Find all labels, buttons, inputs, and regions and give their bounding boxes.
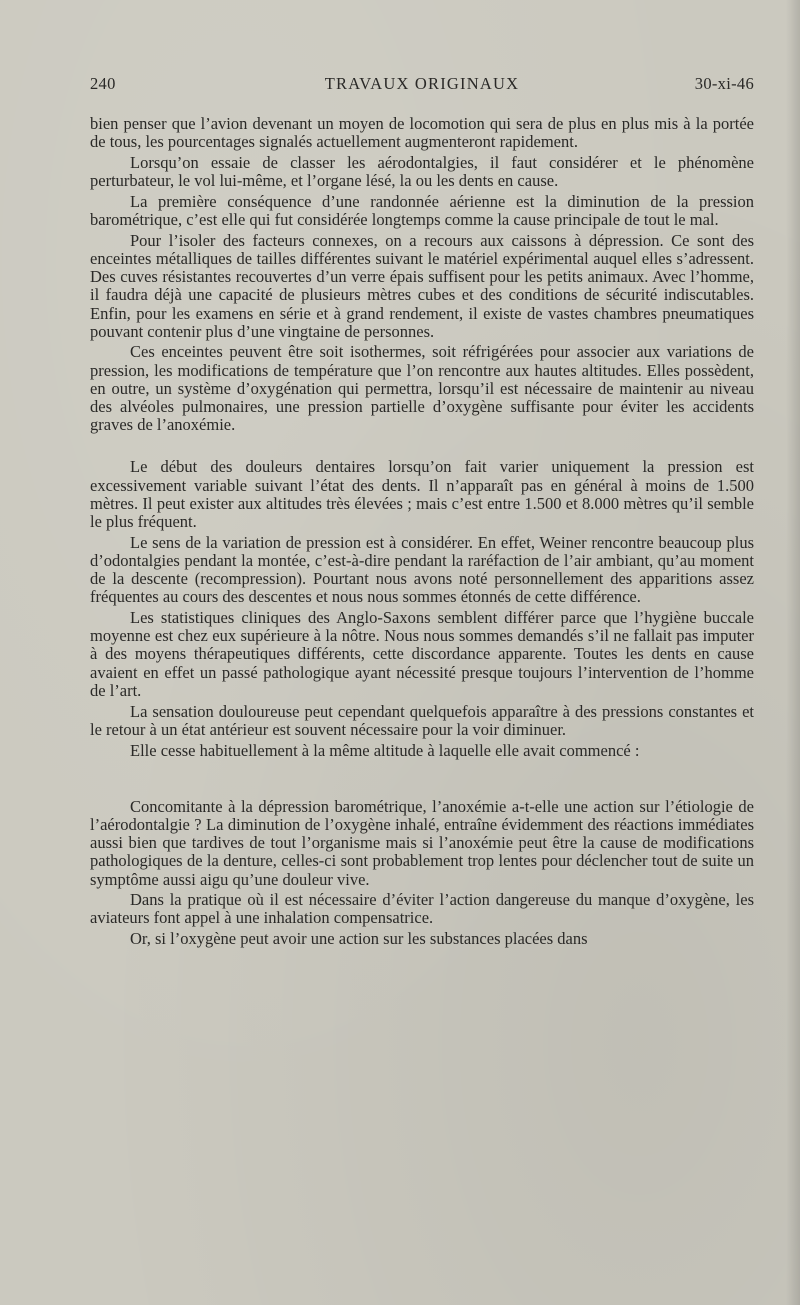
paragraph-constant-pressure: La sensation douloureuse peut cependant quelquefois apparaître à des pressions constantes et le retour à un état antérieur est souvent nécessaire pour la voir diminuer. [90, 701, 754, 739]
paragraph-statistics: Les statistiques cliniques des Anglo-Saxons semblent différer parce que l’hygiène buccale moyenne est chez eux supérieure à la nôtre. Nous nous sommes demandés s’il ne fallait pas imputer à des moyens thérapeutiques différents, cette discordance apparente. Toutes les dents en cause avaient en effet un passé pathologique ayant nécessité presque toujours l’intervention de l’homme de l’art. [90, 608, 754, 700]
paragraph-pressure-drop: La première conséquence d’une randonnée aérienne est la diminution de la pression barométrique, c’est elle qui fut considérée longtemps comme la cause principale de tout le mal. [90, 191, 754, 230]
paragraph-oxygen-practice: Dans la pratique où il est nécessaire d’éviter l’action dangereuse du manque d’oxygène, les aviateurs font appel à une inhalation compensatrice. [90, 890, 754, 928]
paragraph-onset-of-pain: Le début des douleurs dentaires lorsqu’on fait varier uniquement la pression est excessivement variable suivant l’état des dents. Il n’apparaît pas en général à moins de 1.500 mètres. Il peut exister aux altitudes très élevées ; mais c’est entre 1.500 et 8.000 mètres qu’il semble le plus fréquent. [90, 457, 754, 532]
journal-section-title: TRAVAUX ORIGINAUX [324, 74, 520, 93]
issue-date: 30-xi-46 [694, 74, 754, 93]
paragraph-classification: Lorsqu’on essaie de classer les aérodontalgies, il faut considérer et le phénomène perturbateur, le vol lui-même, et l’organe lésé, la ou les dents en cause. [90, 152, 754, 191]
paragraph-anoxemia: Concomitante à la dépression barométrique, l’anoxémie a-t-elle une action sur l’étiologie de l’aérodontalgie ? La diminution de l’oxygène inhalé, entraîne évidemment des réactions immédiates aussi bien que tardives de tout l’organisme mais si l’anoxémie peut être la cause de modifications pathologiques de la denture, celles-ci sont probablement trop lentes pour déclencher tout de suite un symptôme aussi aigu qu’une douleur vive. [90, 796, 754, 889]
paragraph-continuation: bien penser que l’avion devenant un moyen de locomotion qui sera de plus en plus mis à la portée de tous, les pourcentages signalés actuellement augmenteront rapidement. [90, 114, 754, 152]
paragraph-caissons: Pour l’isoler des facteurs connexes, on a recours aux caissons à dépression. Ce sont des enceintes métalliques de tailles différentes suivant le matériel expérimental auquel elles s’adressent. Des cuves résistantes recouvertes d’un verre épais suffisent pour les petits animaux. Avec l’homme, il faudra déjà une capacité de plusieurs mètres cubes et des conditions de sécurité indiscutables. Enfin, pour les examens en série et à grand rendement, il existe de vastes chambres pneumatiques pouvant contenir plus d’une vingtaine de personnes. [90, 230, 754, 341]
page-number: 240 [90, 74, 116, 93]
running-head [90, 74, 754, 96]
article-body [90, 115, 754, 951]
paragraph-cessation: Elle cesse habituellement à la même altitude à laquelle elle avait commencé : [130, 740, 640, 760]
paragraph-oxygen-action: Or, si l’oxygène peut avoir une action sur les substances placées dans [130, 929, 588, 949]
paragraph-enclosures: Ces enceintes peuvent être soit isothermes, soit réfrigérées pour associer aux variations de pression, les modifications de température que l’on rencontre aux hautes altitudes. Elles possèdent, en outre, un système d’oxygénation qui permettra, lorsqu’il est nécessaire de maintenir au niveau des alvéoles pulmonaires, une pression partielle d’oxygène suffisante pour éviter les accidents graves de l’anoxémie. [90, 342, 754, 435]
paragraph-pressure-direction: Le sens de la variation de pression est à considérer. En effet, Weiner rencontre beaucoup plus d’odontalgies pendant la montée, c’est-à-dire pendant la raréfaction de l’air ambiant, qu’au moment de la descente (recompression). Pourtant nous avons noté personnellement des apparitions assez fréquentes au cours des descentes et nous nous sommes étonnés de cette différence. [90, 532, 754, 607]
